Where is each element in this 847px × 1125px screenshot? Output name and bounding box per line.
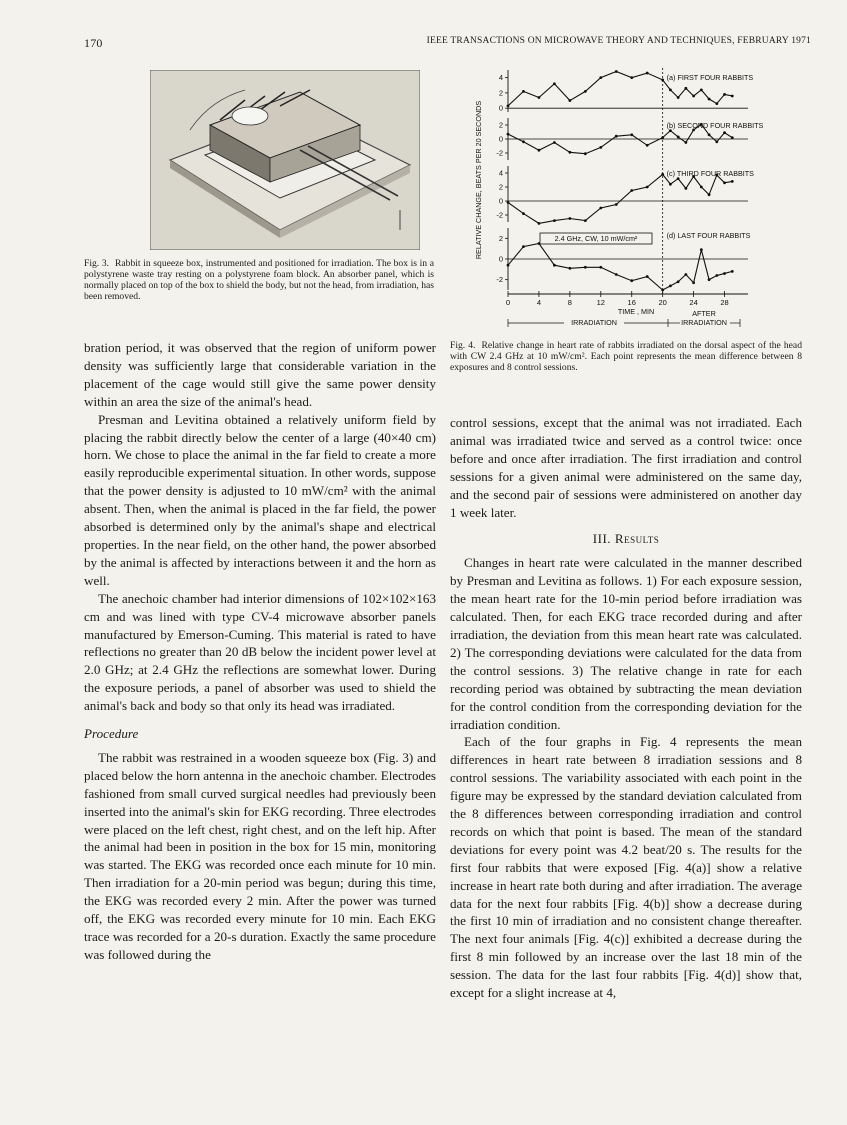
chart-x-ticks — [506, 291, 729, 307]
data-point — [646, 72, 649, 75]
data-point — [507, 104, 510, 107]
data-point — [584, 219, 587, 222]
data-point — [646, 275, 649, 278]
right-paragraph-2: Changes in heart rate were calculated in the manner described by Presman and Levitina as follows. 1) For each exposure session, the mean heart rate for the 10-min period before irradiation was calculated. Then, for each EKG trace recorded during and after irradiation, the deviation from this mean heart rate was calculated. 2) The corresponding deviations were calculated for the data from the control sessions. 3) The relative change in rate for each recording period was obtained by subtracting the mean deviation for the control condition from the corresponding deviation for the irradiation condition. — [450, 555, 802, 732]
panel-y-tick-label: -2 — [496, 148, 503, 158]
left-paragraph-1: bration period, it was observed that the region of uniform power density was sufficiently large that considerable variation in the placement of the cage would still give the same power density within an area the size of the animal's head. — [84, 340, 436, 409]
data-point — [700, 248, 703, 251]
data-point — [684, 87, 687, 90]
after-irradiation-label: IRRADIATION — [681, 318, 727, 327]
data-point — [669, 183, 672, 186]
data-point — [568, 267, 571, 270]
right-column — [450, 414, 802, 1002]
panel-label: (a) FIRST FOUR RABBITS — [666, 73, 754, 82]
journal-header: IEEE TRANSACTIONS ON MICROWAVE THEORY AND TECHNIQUES, FEBRUARY 1971 — [426, 36, 811, 46]
series-line — [508, 174, 732, 223]
panel-y-tick-label: 0 — [498, 134, 503, 144]
figure-4-label: Fig. 4. — [450, 340, 476, 351]
x-tick-label: 0 — [505, 298, 511, 307]
data-point — [677, 280, 680, 283]
data-point — [584, 266, 587, 269]
x-tick-label: 16 — [627, 298, 636, 307]
data-point — [599, 146, 602, 149]
panel-y-tick-label: -2 — [496, 210, 503, 220]
data-point — [599, 266, 602, 269]
x-tick-label: 24 — [689, 298, 698, 307]
data-point — [584, 152, 587, 155]
left-paragraph-3: The anechoic chamber had interior dimensions of 102×102×163 cm and was lined with type CV-4 microwave absorber panels manufactured by Emerson-Cuming. This material is rated to have reflections no greater than 20 dB below the incident power level at 2.0 GHz; at 2.4 GHz the reflections are somewhat lower. During the exposure periods, a panel of absorber was used to shield the animal's back and body so that only its head was irradiated. — [84, 590, 436, 714]
data-point — [669, 284, 672, 287]
left-paragraph-4: The rabbit was restrained in a wooden squeeze box (Fig. 3) and placed below the horn antenna in the anechoic chamber. Electrodes fashioned from small curved surgical needles had previously been inserted into the animal's skin for EKG recording. Three electrodes were placed on the left chest, right chest, and on the left hip. After the animal had been in position in the box for 15 min, monitoring was started. The EKG was recorded once each minute for 10 min. Then irradiation for a 20-min period was begun; during this time, the EKG was recorded every 2 min. After the power was turned off, the EKG was recorded every minute for 10 min. Each EKG trace was recorded for a 20-s duration. Exactly the same procedure was followed during the — [84, 749, 436, 962]
chart-ylabel: RELATIVE CHANGE, BEATS PER 20 SECONDS — [474, 100, 483, 260]
data-point — [700, 88, 703, 91]
data-point — [630, 279, 633, 282]
right-paragraph-1: control sessions, except that the animal was not irradiated. Each animal was irradiated twice and served as a control twice: once before and once after irradiation. The first irradiation and control sessions for a given animal were administered on the same day, and the second pair of sessions were administered on another day 1 week later. — [450, 415, 802, 520]
after-label: AFTER — [692, 309, 716, 318]
data-point — [538, 222, 541, 225]
panel-y-tick-label: 4 — [498, 73, 503, 83]
data-point — [538, 149, 541, 152]
data-point — [553, 82, 556, 85]
data-point — [615, 70, 618, 73]
data-point — [522, 140, 525, 143]
data-point — [553, 264, 556, 267]
data-point — [684, 273, 687, 276]
data-point — [615, 135, 618, 138]
page-number: 170 — [84, 36, 103, 50]
data-point — [731, 136, 734, 139]
data-point — [723, 181, 726, 184]
procedure-heading: Procedure — [84, 726, 139, 742]
panel-y-tick-label: 4 — [498, 168, 503, 178]
panel-y-tick-label: 2 — [498, 182, 503, 192]
data-point — [522, 90, 525, 93]
data-point — [700, 186, 703, 189]
panel-3 — [496, 166, 754, 225]
data-point — [599, 76, 602, 79]
data-point — [708, 98, 711, 101]
data-point — [646, 144, 649, 147]
figure-3-caption — [84, 258, 434, 302]
data-point — [538, 96, 541, 99]
x-tick-label: 4 — [536, 298, 542, 307]
figure-3-label: Fig. 3. — [84, 258, 110, 269]
data-point — [630, 189, 633, 192]
data-point — [723, 131, 726, 134]
panel-1 — [499, 70, 754, 113]
data-point — [584, 90, 587, 93]
data-point — [708, 278, 711, 281]
data-point — [615, 273, 618, 276]
left-column — [84, 339, 436, 964]
data-point — [630, 76, 633, 79]
panel-y-tick-label: 2 — [498, 88, 503, 98]
data-point — [553, 141, 556, 144]
x-tick-label: 28 — [720, 298, 729, 307]
panel-y-tick-label: 0 — [498, 103, 503, 113]
panel-2 — [496, 118, 763, 160]
panel-y-tick-label: -2 — [496, 275, 503, 285]
data-point — [684, 187, 687, 190]
data-point — [708, 193, 711, 196]
data-point — [630, 133, 633, 136]
data-point — [669, 88, 672, 91]
data-point — [708, 133, 711, 136]
panel-label: (c) THIRD FOUR RABBITS — [666, 169, 754, 178]
panel-y-tick-label: 2 — [498, 120, 503, 130]
data-point — [677, 96, 680, 99]
data-point — [692, 281, 695, 284]
chart-panels — [496, 70, 763, 291]
data-point — [715, 102, 718, 105]
figure-4-caption — [450, 340, 802, 373]
data-point — [553, 219, 556, 222]
figure-3-photo — [150, 70, 420, 250]
annotation-box-text: 2.4 GHz, CW, 10 mW/cm² — [554, 234, 638, 243]
figure-4-caption-text: Relative change in heart rate of rabbits irradiated on the dorsal aspect of the head with CW 2.4 GHz at 10 mW/cm². Each point represents the mean difference between 8 exposures and 8 control sessions. — [450, 340, 802, 373]
data-point — [615, 203, 618, 206]
data-point — [723, 93, 726, 96]
data-point — [507, 201, 510, 204]
data-point — [731, 270, 734, 273]
results-heading: III. Results — [592, 531, 660, 547]
data-point — [507, 264, 510, 267]
x-tick-label: 20 — [658, 298, 667, 307]
data-point — [731, 180, 734, 183]
data-point — [723, 272, 726, 275]
data-point — [568, 151, 571, 154]
left-paragraph-2: Presman and Levitina obtained a relatively uniform field by placing the rabbit directly below the center of a large (40×40 cm) horn. We chose to place the animal in the far field to create a more easily reproducible experimental situation. In other words, suppose that the power density is adjusted to 10 mW/cm² with the animal absent. Then, when the animal is placed in the far field, the power absorbed is determined only by the animal's shape and electrical properties. In the near field, on the other hand, the power absorbed by the animal is affected by interactions between it and the horn as well. — [84, 411, 436, 588]
data-point — [507, 133, 510, 136]
panel-y-tick-label: 0 — [498, 196, 503, 206]
data-point — [715, 140, 718, 143]
annotation-box — [540, 233, 652, 244]
panel-label: (b) SECOND FOUR RABBITS — [666, 121, 764, 130]
data-point — [692, 95, 695, 98]
figure-4-chart — [468, 62, 788, 334]
data-point — [522, 245, 525, 248]
chart-xlabel: TIME , MIN — [617, 307, 655, 316]
data-point — [568, 99, 571, 102]
figure-3-caption-text: Rabbit in squeeze box, instrumented and positioned for irradiation. The box is in a polystyrene waste tray resting on a polystyrene foam block. An absorber panel, which is normally placed on top of the box to shield the body, but not the head, from irradiation, has been removed. — [84, 258, 435, 302]
data-point — [684, 141, 687, 144]
x-tick-label: 12 — [596, 298, 605, 307]
data-point — [522, 212, 525, 215]
data-point — [568, 217, 571, 220]
data-point — [715, 274, 718, 277]
data-point — [599, 207, 602, 210]
panel-y-tick-label: 0 — [498, 254, 503, 264]
data-point — [646, 186, 649, 189]
right-paragraph-3: Each of the four graphs in Fig. 4 represents the mean differences in heart rate between 8 irradiation sessions and 8 control sessions. The variability associated with each point in the figure may be expressed by the standard deviation calculated from the 8 differences between corresponding irradiation and control records on which that point is based. The mean of the standard deviations for every point was 4.2 beat/20 s. The results for the first four rabbits that were exposed [Fig. 4(a)] show a relative increase in heart rate both during and after irradiation. The average data for the next four rabbits [Fig. 4(b)] show a decrease during the first 10 min of irradiation and no consistent change thereafter. The next four animals [Fig. 4(c)] exhibited a decrease during the first 8 min followed by an increase over the last 18 min of the session. The data for the last four rabbits [Fig. 4(d)] show that, except for a slight increase at 4, — [450, 734, 802, 1001]
data-point — [677, 136, 680, 139]
irradiation-label: IRRADIATION — [571, 318, 617, 327]
data-point — [731, 95, 734, 98]
panel-label: (d) LAST FOUR RABBITS — [666, 231, 751, 240]
panel-y-tick-label: 2 — [498, 233, 503, 243]
series-line — [508, 244, 732, 291]
x-tick-label: 8 — [567, 298, 572, 307]
